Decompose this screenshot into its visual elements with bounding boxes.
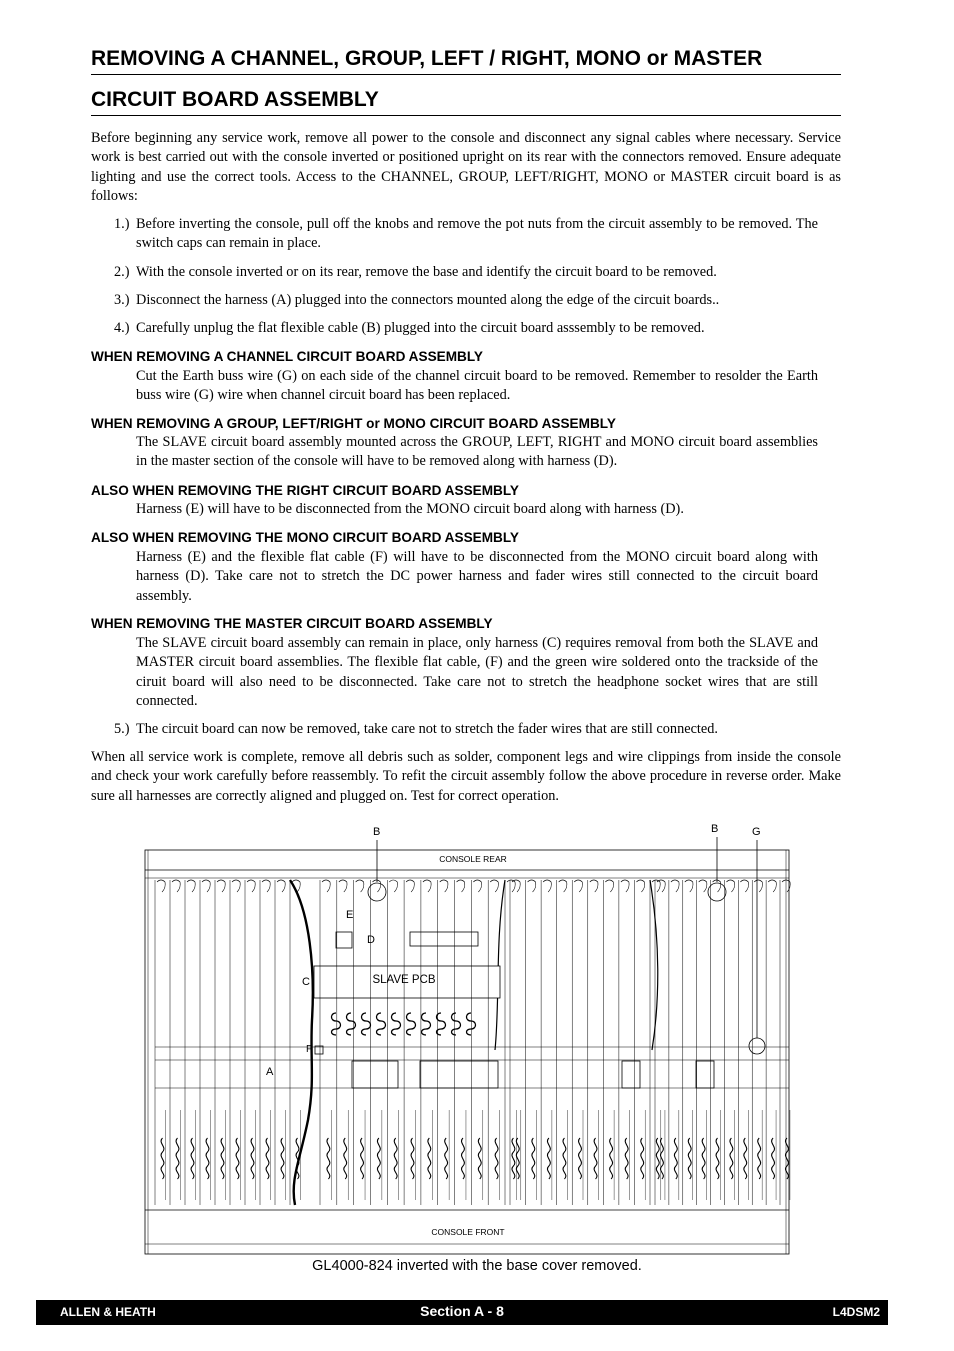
fader-wire bbox=[327, 1138, 330, 1179]
intro-paragraph: Before beginning any service work, remove all power to the console and disconnect any signal cables where necessary. Service work is best carried out with the console inverted or positioned upright on its rear with the connectors removed. Ensure adequate lighting and use the correct tools. Access to the CHANNEL, GROUP, LEFT/RIGHT, MONO or MASTER circuit board is as follows: bbox=[91, 130, 841, 204]
slave-wire-coil bbox=[377, 1013, 386, 1035]
fader-wire bbox=[191, 1138, 194, 1179]
top-connector-hook bbox=[217, 880, 225, 892]
top-connector-hook bbox=[699, 880, 707, 892]
label-d: D bbox=[367, 934, 375, 946]
step-number: 2.) bbox=[114, 264, 130, 280]
fader-wire bbox=[594, 1138, 597, 1179]
step-text: Disconnect the harness (A) plugged into the connectors mounted along the edge of the circuit boards.. bbox=[136, 292, 720, 308]
top-connector-hook bbox=[406, 880, 414, 892]
fader-wire bbox=[512, 1138, 515, 1179]
label-c: C bbox=[302, 976, 310, 988]
label-g: G bbox=[752, 826, 761, 838]
fader-wire bbox=[610, 1138, 613, 1179]
fader-wire bbox=[478, 1138, 481, 1179]
slave-wire-coil bbox=[392, 1013, 401, 1035]
fader-wire bbox=[445, 1138, 448, 1179]
top-connector-hook bbox=[652, 880, 660, 892]
slave-wire-coil bbox=[422, 1013, 431, 1035]
slave-pcb-label: SLAVE PCB bbox=[372, 974, 436, 986]
section-heading: WHEN REMOVING A GROUP, LEFT/RIGHT or MONO CIRCUIT BOARD ASSEMBLY bbox=[91, 416, 616, 431]
top-connector-hook bbox=[636, 880, 644, 892]
top-connector-hook bbox=[473, 880, 481, 892]
fader-wire bbox=[641, 1138, 644, 1179]
top-connector-hook bbox=[187, 880, 195, 892]
top-connector-hook bbox=[277, 880, 285, 892]
top-connector-hook bbox=[262, 880, 270, 892]
step-text: Carefully unplug the flat flexible cable (B) plugged into the circuit board asssembly to be removed. bbox=[136, 320, 705, 336]
step-text: Before inverting the console, pull off the knobs and remove the pot nuts from the circuit assembly to be removed. The switch caps can remain in place. bbox=[136, 216, 818, 252]
top-connector-hook bbox=[457, 880, 465, 892]
top-connector-hook bbox=[507, 880, 515, 892]
fader-wire bbox=[772, 1138, 775, 1179]
fader-wire bbox=[344, 1138, 347, 1179]
fader-wire bbox=[361, 1138, 364, 1179]
step-item bbox=[114, 720, 818, 739]
top-connector-hook bbox=[322, 880, 330, 892]
footer-doc-code: L4DSM2 bbox=[832, 1305, 880, 1319]
step-text: With the console inverted or on its rear, remove the base and identify the circuit board to be removed. bbox=[136, 264, 717, 280]
step-number: 4.) bbox=[114, 320, 130, 336]
fader-wire bbox=[625, 1138, 628, 1179]
step-number: 3.) bbox=[114, 292, 130, 308]
top-connector-hook bbox=[389, 880, 397, 892]
label-b-right: B bbox=[711, 823, 719, 835]
section-heading: ALSO WHEN REMOVING THE RIGHT CIRCUIT BOARD ASSEMBLY bbox=[91, 483, 519, 498]
top-connector-hook bbox=[543, 880, 551, 892]
top-connector-hook bbox=[157, 880, 165, 892]
fader-wire bbox=[428, 1138, 431, 1179]
top-connector-hook bbox=[423, 880, 431, 892]
top-connector-hook bbox=[590, 880, 598, 892]
section-text: Harness (E) and the flexible flat cable (F) will have to be disconnected from the MONO circuit board along with harness (D). Take care not to stretch the DC power harness and fader wires still connected to the circuit board assembly. bbox=[136, 549, 818, 604]
top-connector-hook bbox=[574, 880, 582, 892]
top-connector-hook bbox=[754, 880, 762, 892]
top-connector-hook bbox=[232, 880, 240, 892]
step-number: 5.) bbox=[114, 721, 130, 737]
top-connector-hook bbox=[621, 880, 629, 892]
top-connector-hook bbox=[559, 880, 567, 892]
label-f: F bbox=[306, 1044, 313, 1055]
step-item bbox=[114, 291, 818, 310]
fader-wire bbox=[656, 1138, 659, 1179]
fader-wire bbox=[221, 1138, 224, 1179]
console-front-label: CONSOLE FRONT bbox=[431, 1227, 505, 1237]
section-text: Harness (E) will have to be disconnected from the MONO circuit board along with harness (D). bbox=[136, 501, 684, 517]
slave-wire-coil bbox=[452, 1013, 461, 1035]
top-connector-hook bbox=[202, 880, 210, 892]
fader-wire bbox=[266, 1138, 269, 1179]
figure-caption: GL4000-824 inverted with the base cover removed. bbox=[312, 1258, 642, 1274]
section-heading: WHEN REMOVING A CHANNEL CIRCUIT BOARD ASSEMBLY bbox=[91, 349, 483, 364]
fader-wire bbox=[411, 1138, 414, 1179]
step-item bbox=[114, 215, 818, 254]
top-connector-hook bbox=[685, 880, 693, 892]
top-connector-hook bbox=[768, 880, 776, 892]
top-connector-hook bbox=[172, 880, 180, 892]
fader-wire bbox=[674, 1138, 677, 1179]
page-title-line-2: CIRCUIT BOARD ASSEMBLY bbox=[91, 87, 841, 116]
fader-wire bbox=[758, 1138, 761, 1179]
fader-wire bbox=[744, 1138, 747, 1179]
fader-wire bbox=[251, 1138, 254, 1179]
slave-wire-coil bbox=[407, 1013, 416, 1035]
fader-wire bbox=[161, 1138, 164, 1179]
page-title-line-1: REMOVING A CHANNEL, GROUP, LEFT / RIGHT, MONO or MASTER bbox=[91, 46, 841, 75]
fader-wire bbox=[394, 1138, 397, 1179]
footer-brand: ALLEN & HEATH bbox=[60, 1305, 156, 1319]
fader-wire bbox=[563, 1138, 566, 1179]
fader-wire bbox=[495, 1138, 498, 1179]
fader-wire bbox=[532, 1138, 535, 1179]
slave-wire-coil bbox=[362, 1013, 371, 1035]
section-text: Cut the Earth buss wire (G) on each side of the channel circuit board to be removed. Remember to resolder the Earth buss wire (G) wire when channel circuit board has been replaced. bbox=[136, 368, 818, 404]
console-frame bbox=[145, 850, 789, 1254]
slave-wire-coil bbox=[347, 1013, 356, 1035]
fader-wire bbox=[462, 1138, 465, 1179]
top-connector-hook bbox=[671, 880, 679, 892]
section-heading: ALSO WHEN REMOVING THE MONO CIRCUIT BOARD ASSEMBLY bbox=[91, 530, 519, 545]
section-heading: WHEN REMOVING THE MASTER CIRCUIT BOARD ASSEMBLY bbox=[91, 616, 493, 631]
fader-wire bbox=[176, 1138, 179, 1179]
fader-wire bbox=[236, 1138, 239, 1179]
top-connector-hook bbox=[740, 880, 748, 892]
top-connector-hook bbox=[356, 880, 364, 892]
top-connector-hook bbox=[440, 880, 448, 892]
page-footer bbox=[36, 1300, 888, 1325]
fader-wire bbox=[206, 1138, 209, 1179]
fader-wire bbox=[702, 1138, 705, 1179]
top-connector-hook bbox=[490, 880, 498, 892]
step-item bbox=[114, 263, 818, 282]
top-connector-hook bbox=[726, 880, 734, 892]
step-item bbox=[114, 319, 818, 338]
fader-wire bbox=[377, 1138, 380, 1179]
slave-wire-coil bbox=[332, 1013, 341, 1035]
footer-section: Section A - 8 bbox=[420, 1303, 504, 1319]
label-e: E bbox=[346, 909, 354, 921]
fader-wire bbox=[281, 1138, 284, 1179]
console-diagram bbox=[140, 820, 800, 1260]
fader-wire bbox=[547, 1138, 550, 1179]
fader-wire bbox=[688, 1138, 691, 1179]
label-a: A bbox=[266, 1066, 274, 1078]
section-text: The SLAVE circuit board assembly can remain in place, only harness (C) requires removal from both the SLAVE and MASTER circuit board assemblies. The flexible flat cable, (F) and the green wire soldered onto the trackside of the ciruit board will also need to be disconnected. Take care not to stretch the headphone socket wires that are still connected. bbox=[136, 635, 818, 709]
fader-wire bbox=[730, 1138, 733, 1179]
fader-wire bbox=[579, 1138, 582, 1179]
console-rear-label: CONSOLE REAR bbox=[439, 854, 507, 864]
step-number: 1.) bbox=[114, 216, 130, 232]
top-connector-hook bbox=[339, 880, 347, 892]
top-connector-hook bbox=[605, 880, 613, 892]
fader-wire bbox=[716, 1138, 719, 1179]
top-connector-hook bbox=[247, 880, 255, 892]
closing-paragraph: When all service work is complete, remove all debris such as solder, component legs and wire clippings from inside the console and check your work carefully before reassembly. To refit the circuit assembly follow the above procedure in reverse order. Make sure all harnesses are correctly aligned and plugged on. Test for correct operation. bbox=[91, 749, 841, 804]
section-text: The SLAVE circuit board assembly mounted across the GROUP, LEFT, RIGHT and MONO circuit board assemblies in the master section of the console will have to be removed along with harness (D). bbox=[136, 434, 818, 470]
slave-wire-coil bbox=[467, 1013, 476, 1035]
step-text: The circuit board can now be removed, take care not to stretch the fader wires that are still connected. bbox=[136, 721, 718, 737]
fader-wire bbox=[516, 1138, 519, 1179]
top-connector-hook bbox=[372, 880, 380, 892]
label-b-left: B bbox=[373, 826, 381, 838]
top-connector-hook bbox=[528, 880, 536, 892]
